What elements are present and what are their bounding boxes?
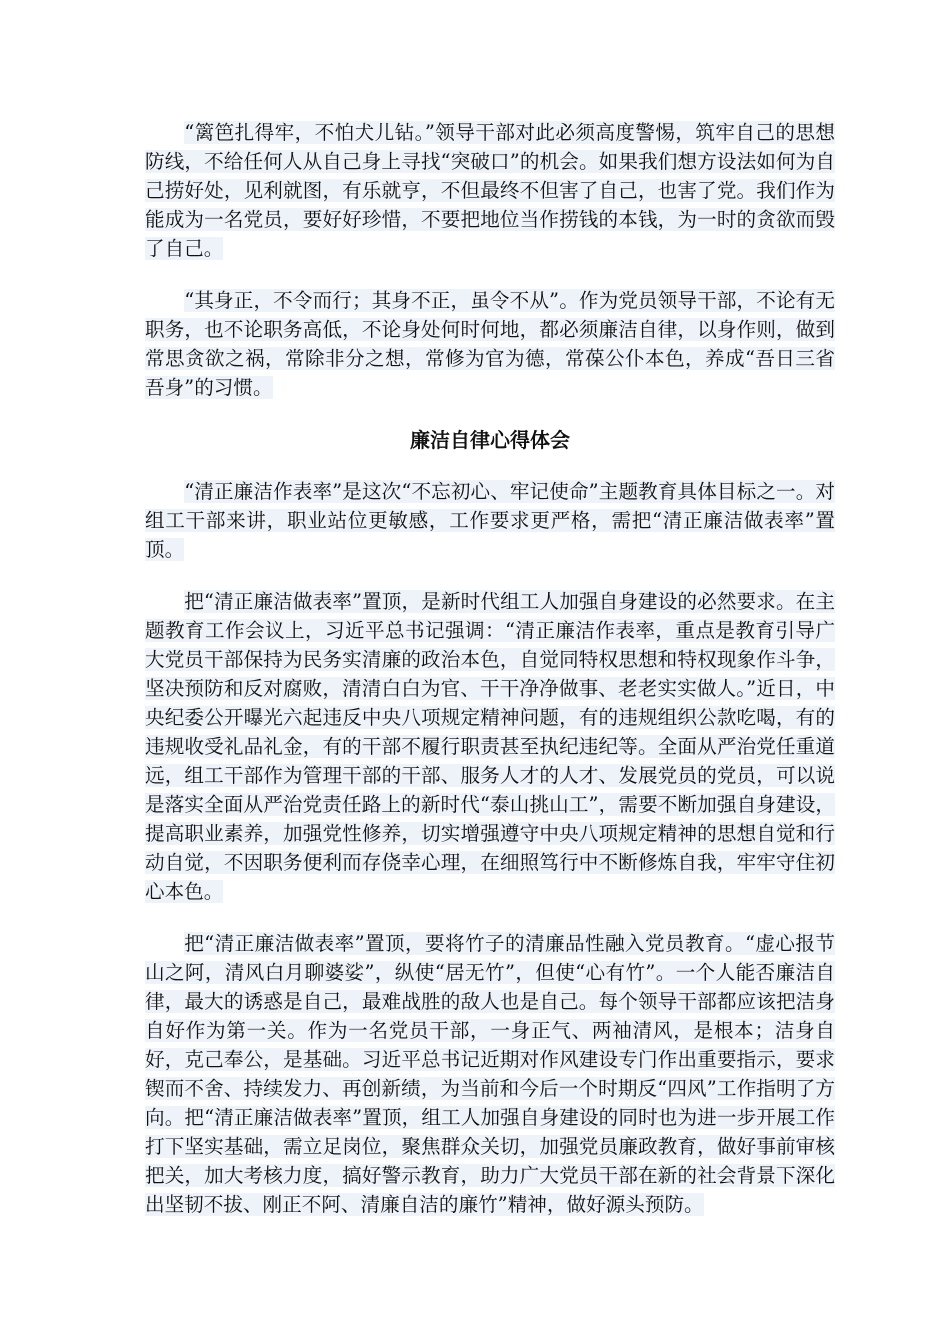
paragraph-requirement <box>145 587 835 906</box>
paragraph-upright <box>145 286 835 402</box>
paragraph-text: “清正廉洁作表率”是这次“不忘初心、牢记使命”主题教育具体目标之一。对组工干部来讲，职业站位更敏感，工作要求更严格，需把“清正廉洁做表率”置顶。 <box>145 480 835 561</box>
paragraph-text: “其身正，不令而行；其身不正，虽令不从”。作为党员领导干部，不论有无职务，也不论职务高低，不论身处何时何地，都必须廉洁自律，以身作则，做到常思贪欲之祸，常除非分之想，常修为官为德，常葆公仆本色，养成“吾日三省吾身”的习惯。 <box>145 289 835 399</box>
paragraph-text: 把“清正廉洁做表率”置顶，是新时代组工人加强自身建设的必然要求。在主题教育工作会议上，习近平总书记强调：“清正廉洁作表率，重点是教育引导广大党员干部保持为民务实清廉的政治本色，自觉同特权思想和特权现象作斗争，坚决预防和反对腐败，清清白白为官、干干净净做事、老老实实做人。”近日，中央纪委公开曝光六起违反中央八项规定精神问题，有的违规组织公款吃喝，有的违规收受礼品礼金，有的干部不履行职责甚至执纪违纪等。全面从严治党任重道远，组工干部作为管理干部的干部、服务人才的人才、发展党员的党员，可以说是落实全面从严治党责任路上的新时代“泰山挑山工”，需要不断加强自身建设，提高职业素养，加强党性修养，切实增强遵守中央八项规定精神的思想自觉和行动自觉，不因职务便利而存侥幸心理，在细照笃行中不断修炼自我，牢牢守住初心本色。 <box>145 590 835 903</box>
paragraph-text: “篱笆扎得牢，不怕犬儿钻。”领导干部对此必须高度警惕，筑牢自己的思想防线，不给任何人从自己身上寻找“突破口”的机会。如果我们想方设法如何为自己捞好处，见利就图，有乐就亨，不但最终不但害了自己，也害了党。我们作为能成为一名党员，要好好珍惜，不要把地位当作捞钱的本钱，为一时的贪欲而毁了自己。 <box>145 121 835 260</box>
section-heading: 廉洁自律心得体会 <box>410 428 570 452</box>
paragraph-text: 把“清正廉洁做表率”置顶，要将竹子的清廉品性融入党员教育。“虚心报节山之阿，清风白月聊婆娑”，纵使“居无竹”，但使“心有竹”。一个人能否廉洁自律，最大的诱惑是自己，最难战胜的敌人也是自己。每个领导干部都应该把洁身自好作为第一关。作为一名党员干部，一身正气、两袖清风，是根本；洁身自好，克己奉公，是基础。习近平总书记近期对作风建设专门作出重要指示，要求锲而不舍、持续发力、再创新绩，为当前和今后一个时期反“四风”工作指明了方向。把“清正廉洁做表率”置顶，组工人加强自身建设的同时也为进一步开展工作打下坚实基础，需立足岗位，聚焦群众关切，加强党员廉政教育，做好事前审核把关，加大考核力度，搞好警示教育，助力广大党员干部在新的社会背景下深化出坚韧不拔、刚正不阿、清廉自洁的廉竹”精神，做好源头预防。 <box>145 932 835 1216</box>
paragraph-fence <box>145 118 835 263</box>
paragraph-bamboo <box>145 929 835 1219</box>
paragraph-intro <box>145 477 835 564</box>
document-body <box>145 118 835 1242</box>
